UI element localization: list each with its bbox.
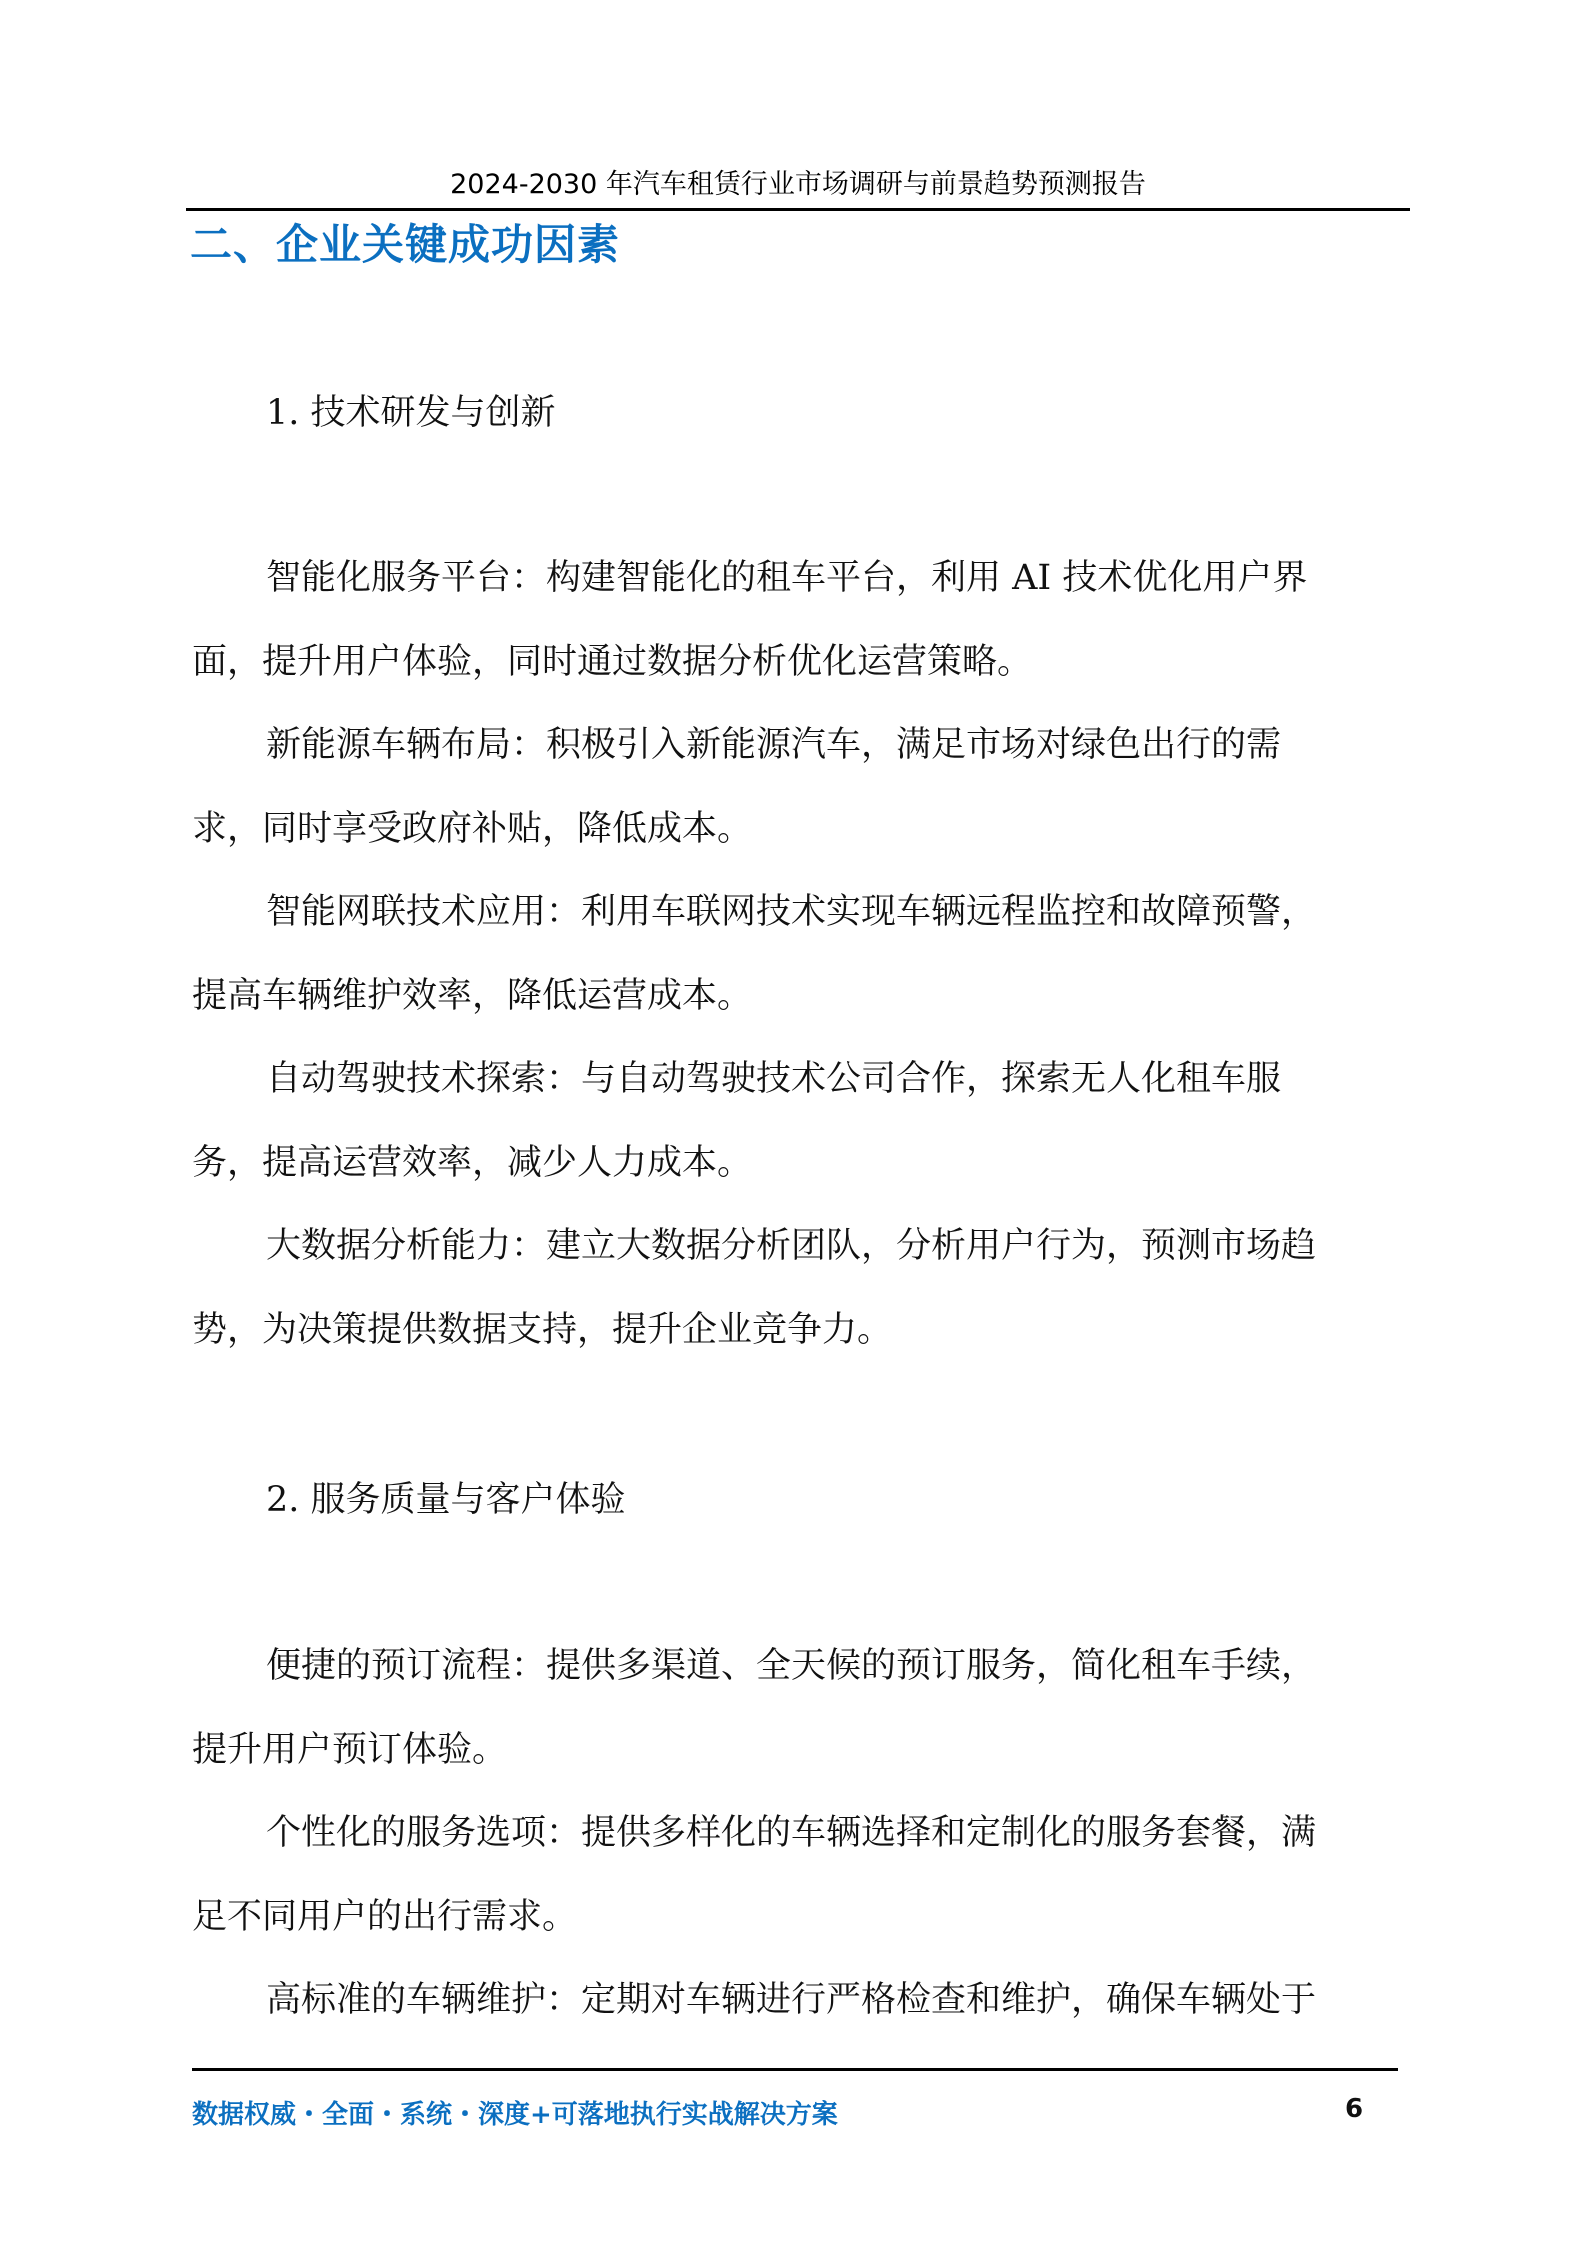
paragraph-line: 智能化服务平台：构建智能化的租车平台，利用 AI 技术优化用户界: [266, 558, 1308, 598]
paragraph-line: 势，为决策提供数据支持，提升企业竞争力。: [192, 1309, 893, 1350]
paragraph-line: 个性化的服务选项：提供多样化的车辆选择和定制化的服务套餐，满: [266, 1813, 1317, 1853]
header-divider: [186, 208, 1410, 211]
paragraph-line: 提升用户预订体验。: [192, 1729, 508, 1770]
paragraph: [192, 1205, 1402, 1372]
paragraph-line: 新能源车辆布局：积极引入新能源汽车，满足市场对绿色出行的需: [266, 725, 1282, 765]
paragraph-line: 便捷的预订流程：提供多渠道、全天候的预订服务，简化租车手续，: [266, 1646, 1317, 1686]
paragraph-line: 智能网联技术应用：利用车联网技术实现车辆远程监控和故障预警，: [266, 892, 1317, 932]
paragraph: [192, 1959, 1402, 2043]
paragraph-line: 提高车辆维护效率，降低运营成本。: [192, 975, 753, 1016]
paragraph-line: 求，同时享受政府补贴，降低成本。: [192, 808, 753, 849]
paragraph: [192, 1792, 1402, 1959]
paragraph: [192, 1038, 1402, 1205]
footer-divider: [192, 2068, 1398, 2071]
running-header: 2024-2030 年汽车租赁行业市场调研与前景趋势预测报告: [450, 169, 1146, 200]
paragraph-line: 面，提升用户体验，同时通过数据分析优化运营策略。: [192, 641, 1033, 682]
subsection-heading-1: 1. 技术研发与创新: [266, 393, 556, 433]
paragraph: [192, 871, 1402, 1038]
subsection-heading-2: 2. 服务质量与客户体验: [266, 1480, 626, 1520]
paragraph-line: 足不同用户的出行需求。: [192, 1896, 578, 1937]
paragraph-line: 高标准的车辆维护：定期对车辆进行严格检查和维护，确保车辆处于: [266, 1980, 1317, 2020]
footer-slogan: 数据权威・全面・系统・深度+可落地执行实战解决方案: [192, 2100, 838, 2130]
paragraph: [192, 1625, 1402, 1792]
paragraph-line: 大数据分析能力：建立大数据分析团队，分析用户行为，预测市场趋: [266, 1226, 1317, 1266]
paragraph: [192, 537, 1402, 704]
section-title: 二、企业关键成功因素: [190, 220, 621, 269]
paragraph-line: 自动驾驶技术探索：与自动驾驶技术公司合作，探索无人化租车服: [266, 1059, 1282, 1099]
paragraph: [192, 704, 1402, 871]
subsection-2-body: [192, 1625, 1402, 2043]
subsection-1-body: [192, 537, 1402, 1372]
paragraph-line: 务，提高运营效率，减少人力成本。: [192, 1142, 753, 1183]
page-number: 6: [1345, 2094, 1364, 2124]
